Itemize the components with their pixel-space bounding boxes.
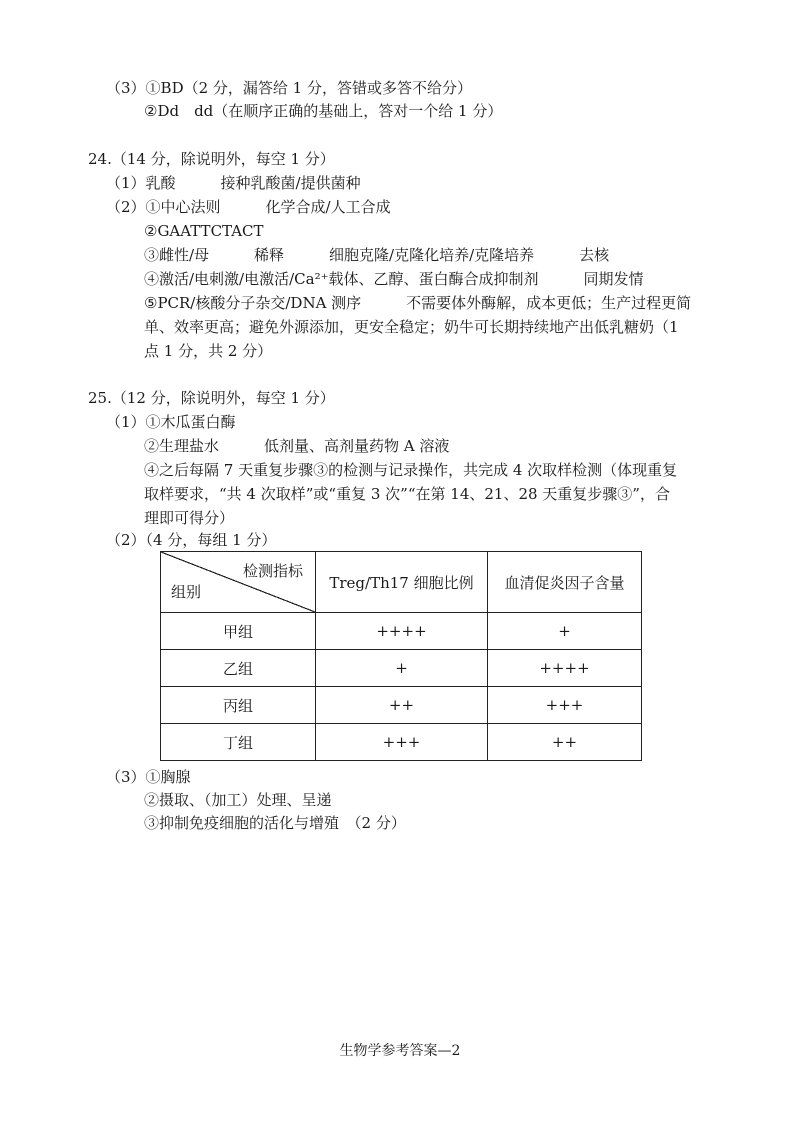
q25-part1-line5: 理即可得分） xyxy=(144,509,235,527)
q25-part1-line1: （1）①木瓜蛋白酶 xyxy=(106,413,236,431)
row-cytokine-cell: + xyxy=(488,613,642,650)
q23-part3-line2: ②Dd dd（在顺序正确的基础上，答对一个给 1 分） xyxy=(144,102,503,120)
table-row xyxy=(161,687,642,724)
corner-bottom-label: 组别 xyxy=(171,583,202,601)
table-header-row xyxy=(161,552,642,613)
q25-header: 25.（12 分，除说明外，每空 1 分） xyxy=(88,389,335,407)
q25-part3-line1: （3）①胸腺 xyxy=(106,768,191,786)
q24-part2-line1: （2）①中心法则 化学合成/人工合成 xyxy=(106,198,391,216)
table-row xyxy=(161,613,642,650)
row-ratio-cell: ++++ xyxy=(316,613,488,650)
q24-part2-line2: ②GAATTCTACT xyxy=(144,222,264,240)
q24-part1: （1）乳酸 接种乳酸菌/提供菌种 xyxy=(106,174,361,192)
q25-part1-line3: ④之后每隔 7 天重复步骤③的检测与记录操作，共完成 4 次取样检测（体现重复 xyxy=(144,461,678,479)
q24-part2-line6: 单、效率更高；避免外源添加，更安全稳定；奶牛可长期持续地产出低乳糖奶（1 xyxy=(144,318,679,336)
q24-part2-line3: ③雌性/母 稀释 细胞克隆/克隆化培养/克隆培养 去核 xyxy=(144,246,610,264)
q25-part3-line3: ③抑制免疫细胞的活化与增殖 （2 分） xyxy=(144,814,406,832)
row-group-cell: 乙组 xyxy=(161,650,316,687)
table-row xyxy=(161,650,642,687)
table-row xyxy=(161,724,642,761)
q25-part3-line2: ②摄取、（加工）处理、呈递 xyxy=(144,791,332,809)
q24-part2-line5: ⑤PCR/核酸分子杂交/DNA 测序 不需要体外酶解，成本更低；生产过程更简 xyxy=(144,294,692,312)
row-ratio-cell: ++ xyxy=(316,687,488,724)
page-footer: 生物学参考答案—2 xyxy=(339,1043,461,1059)
row-group-cell: 丁组 xyxy=(161,724,316,761)
table-corner-cell xyxy=(161,552,316,613)
row-cytokine-cell: ++ xyxy=(488,724,642,761)
row-group-cell: 甲组 xyxy=(161,613,316,650)
q24-part2-line7: 点 1 分，共 2 分） xyxy=(144,342,273,360)
q24-part2-line4: ④激活/电刺激/电激活/Ca²⁺载体、乙醇、蛋白酶合成抑制剂 同期发情 xyxy=(144,270,644,288)
q24-header: 24.（14 分，除说明外，每空 1 分） xyxy=(88,150,335,168)
q25-part1-line2: ②生理盐水 低剂量、高剂量药物 A 溶液 xyxy=(144,437,450,455)
row-group-cell: 丙组 xyxy=(161,687,316,724)
row-ratio-cell: + xyxy=(316,650,488,687)
results-table xyxy=(160,551,642,761)
row-cytokine-cell: +++ xyxy=(488,687,642,724)
corner-top-label: 检测指标 xyxy=(242,562,303,580)
q25-part1-line4: 取样要求，“共 4 次取样”或“重复 3 次”“在第 14、21、28 天重复步骤③”，合 xyxy=(144,485,670,503)
col-header-ratio: Treg/Th17 细胞比例 xyxy=(316,552,488,613)
row-ratio-cell: +++ xyxy=(316,724,488,761)
q23-part3-line1: （3）①BD（2 分，漏答给 1 分，答错或多答不给分） xyxy=(106,79,472,97)
col-header-cytokine: 血清促炎因子含量 xyxy=(488,552,642,613)
q25-part2-label: （2）（4 分，每组 1 分） xyxy=(106,531,277,549)
row-cytokine-cell: ++++ xyxy=(488,650,642,687)
